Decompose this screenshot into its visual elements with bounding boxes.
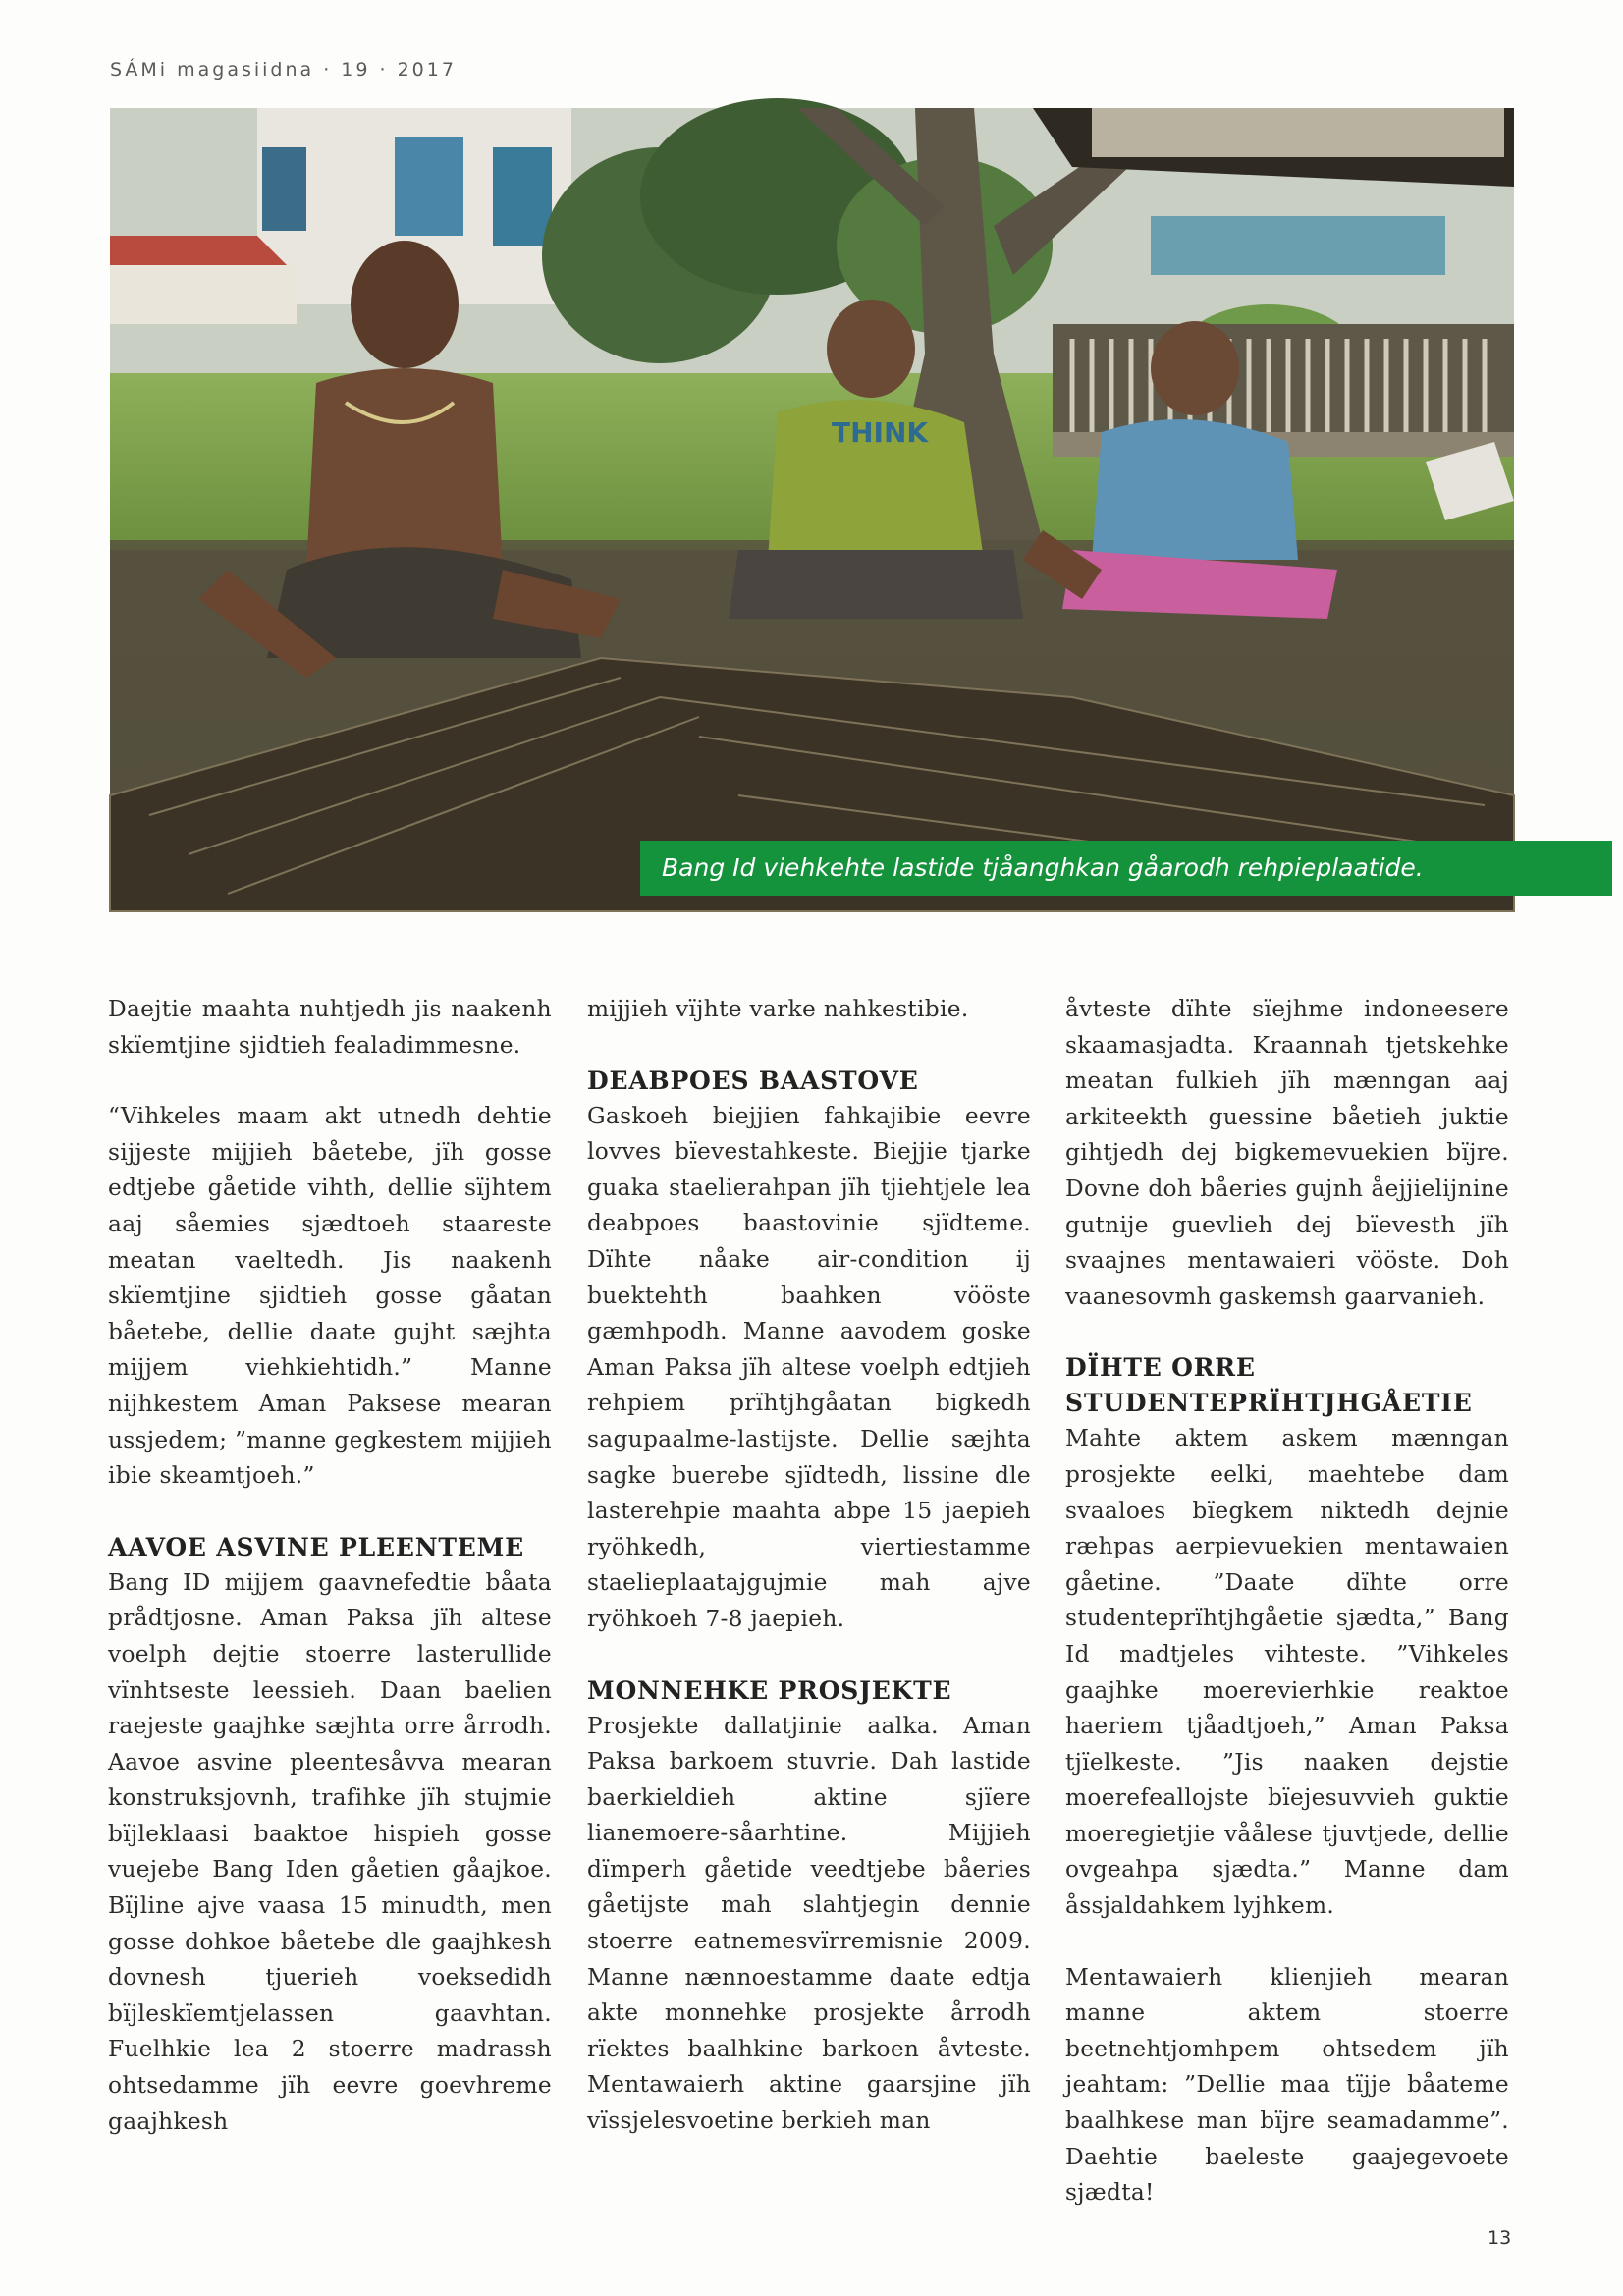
paragraph: mijjieh vïjhte varke nahkestibie. (587, 996, 969, 1022)
paragraph: åvteste dïhte sïejhme indoneesere skaamasjadta. Kraannah tjetskehke meatan fulkieh jïh mænngan aaj arkiteekth guessine båetieh juktie gihtjedh dej bigkemevuekien bïjre. Dovne doh båeries gujnh åejjielijnine gutnije guevlieh dej bïevesth jïh svaajnes mentawaieri vööste. Doh vaanesovmh gaskemsh gaarvanieh. (1065, 996, 1509, 1310)
photo-caption: Bang Id viehkehte lastide tjåanghkan gåarodh rehpieplaatide. (640, 841, 1612, 896)
paragraph: Daejtie maahta nuhtjedh jis naakenh skïemtjine sjidtieh fealadimmesne. (108, 996, 552, 1059)
paragraph: Mahte aktem askem mænngan prosjekte eelki, maehtebe dam svaaloes bïegkem niktedh dejnie ræhpas aerpievuekien mentawaien gåetine. ”Daate dïhte orre studenteprïhtjhgåetie sjædta,” Bang Id madtjeles vihteste. ”Vihkeles gaajhke moerevierhkie reaktoe haeriem tjåadtjoeh,” Aman Paksa tjïelkeste. ”Jis naaken dejstie moerefeallojste bïejesuvvieh guktie moeregietjie våålese tjuvtjede, dellie ovgeahpa sjædta.” Manne dam åssjaldahkem lyjhkem. (1065, 1425, 1509, 1920)
text-column-3 (1065, 992, 1509, 2207)
paragraph: Gaskoeh biejjien fahkajibie eevre lovves bïevestahkeste. Biejjie tjarke guaka staelierahpan jïh tjiehtjele lea deabpoes baastovinie sjïdteme. Dïhte nåake air-condition ij buektehth baahken vööste gæmhpodh. Manne aavodem goske Aman Paksa jïh altese voelph edtjieh rehpiem prïhtjhgåatan bigkedh sagupaalme-lastijste. Dellie sæjhta sagke buerebe sjïdtedh, lissine dle lasterehpie maahta abpe 15 jaepieh ryöhkedh, viertiestamme staelieplaatajgujmie mah ajve ryöhkoeh 7-8 jaepieh. (587, 1102, 1031, 1632)
paragraph: Prosjekte dallatjinie aalka. Aman Paksa barkoem stuvrie. Dah lastide baerkieldieh aktine sjïere lianemoere-såarhtine. Mijjieh dïmperh gåetide veedtjebe båeries gåetijste mah slahtjegin dennie stoerre eatnemesvïrremisnie 2009. Manne nænnoestamme daate edtja akte monnehke prosjekte årrodh rïektes baalhkine barkoen åvteste. Mentawaierh aktine gaarsjine jïh vïssjelesvoetine berkieh man (587, 1712, 1031, 2135)
paragraph: Mentawaierh klienjieh mearan manne aktem stoerre beetnehtjomhpem ohtsedem jïh jeahtam: ”Dellie maa tïjje båateme baalhkese man bïjre seamadamme”. Daehtie baeleste gaajegevoete sjædta! (1065, 1963, 1509, 2207)
paragraph: Bang ID mijjem gaavnefedtie båata prådtjosne. Aman Paksa jïh altese voelph dejtie stoerre lasterullide vïnhtseste leessieh. Daan baelien raejeste gaajhke sæjhta orre årrodh. Aavoe asvine pleentesåvva mearan konstruksjovnh, trafihke jïh stujmie bïjleklaasi baaktoe hispieh gosse vuejebe Bang Iden gåetien gåajkoe. Bïjline ajve vaasa 15 minudth, men gosse dohkoe båetebe dle gaajhkesh dovnesh tjuerieh voeksedidh bïjleskïemtjelassen gaavhtan. Fuelhkie lea 2 stoerre madrassh ohtsedamme jïh eevre goevhreme gaajhkesh (108, 1568, 552, 2135)
shirt-print: THINK (832, 416, 929, 449)
section-heading: DÏHTE ORRE STUDENTEPRÏHTJHGÅETIE (1065, 1353, 1473, 1418)
page-number: 13 (1488, 2227, 1512, 2249)
section-heading: DEABPOES BAASTOVE (587, 1066, 919, 1095)
feature-photo (110, 108, 1514, 911)
paragraph: “Vihkeles maam akt utnedh dehtie sijjeste mijjieh båetebe, jïh gosse edtjebe gåetide vihth, dellie sïjhtem aaj såemies sjædtoeh staareste meatan vaeltedh. Jis naakenh skïemtjine sjidtieh gosse gåatan båetebe, dellie daate gujht sæjhta mijjem viehkiehtidh.” Manne nijhkestem Aman Paksese mearan ussjedem; ”manne gegkestem mijjieh ibie skeamtjoeh.” (108, 1103, 552, 1490)
text-column-2 (587, 992, 1031, 2170)
text-column-1 (108, 992, 552, 2170)
section-heading: MONNEHKE PROSJEKTE (587, 1675, 952, 1705)
section-heading: AAVOE ASVINE PLEENTEME (108, 1532, 524, 1561)
running-head: SÁMi magasiidna · 19 · 2017 (110, 59, 457, 81)
